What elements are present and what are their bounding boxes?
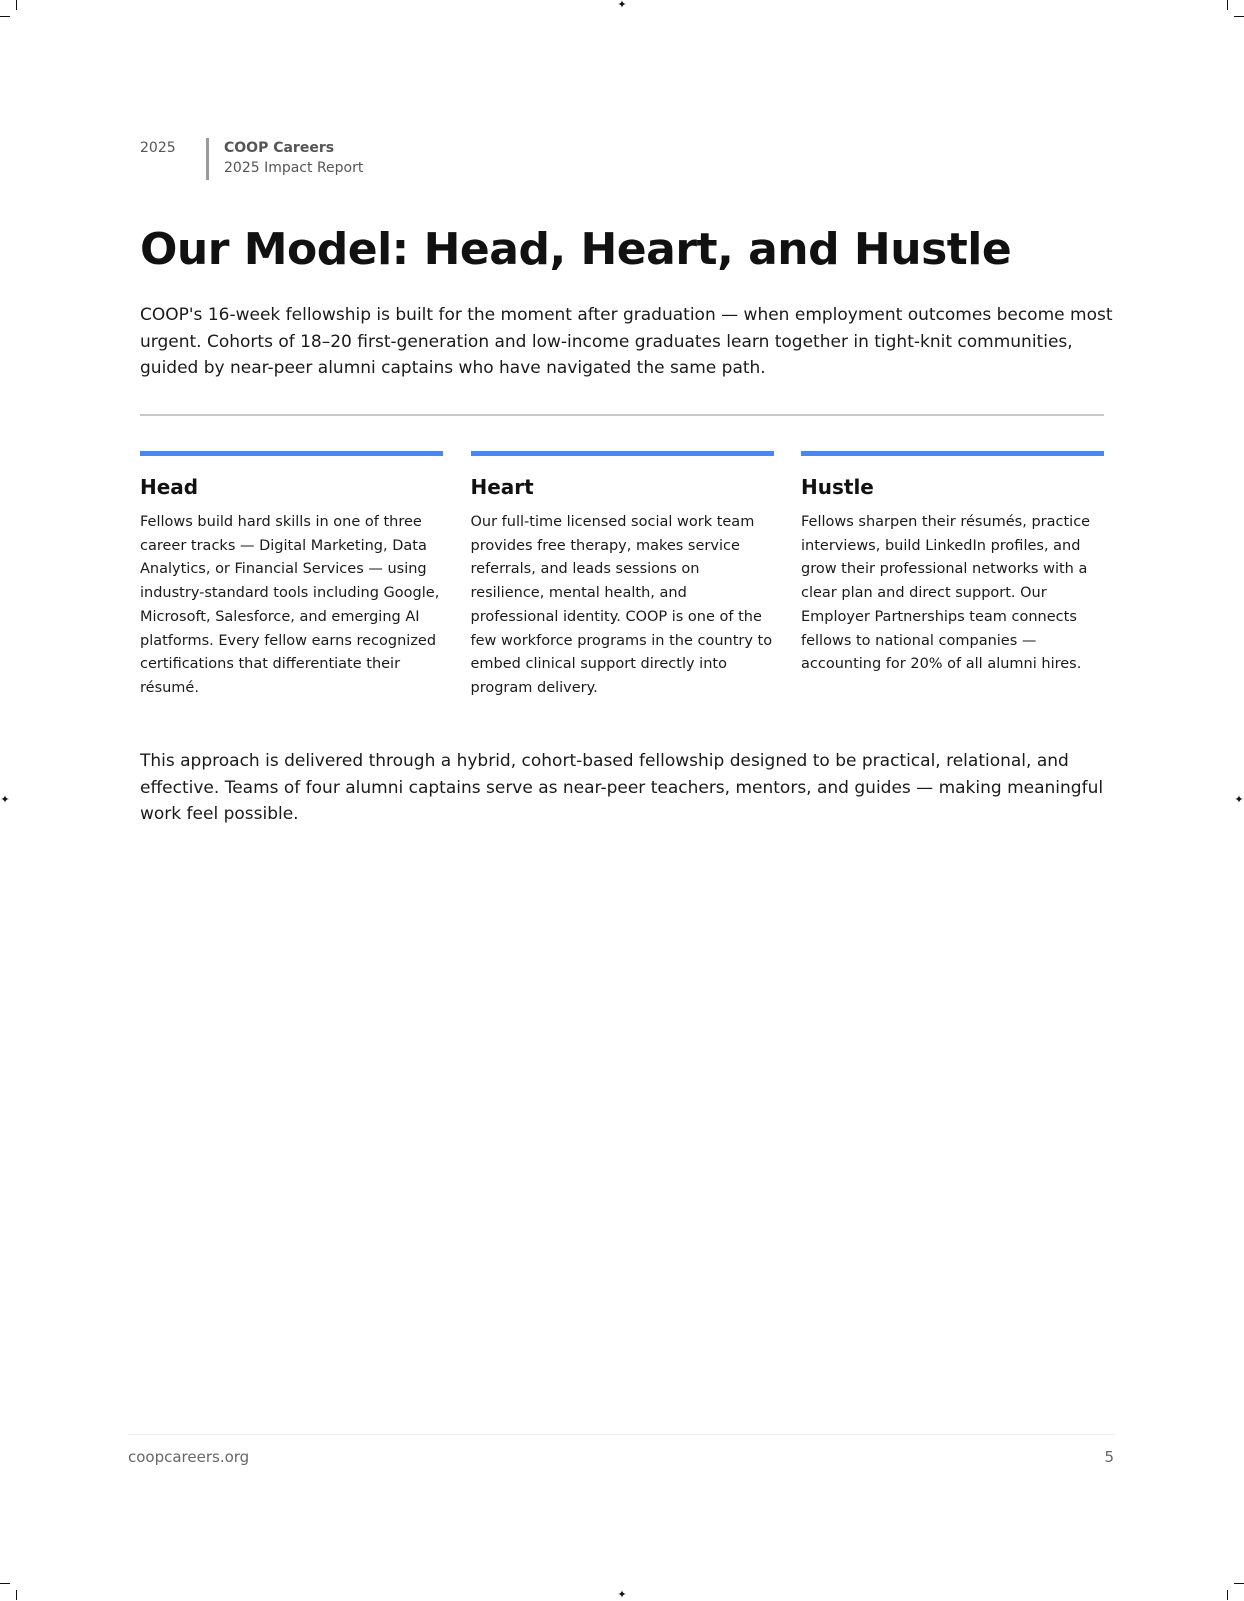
crop-mark bbox=[1234, 16, 1244, 17]
footer-url-link[interactable]: coopcareers.org bbox=[128, 1448, 250, 1466]
pillar-accent-bar bbox=[471, 451, 774, 456]
header-year: 2025 bbox=[140, 140, 176, 156]
header-divider bbox=[206, 138, 209, 180]
pillar-body: Fellows sharpen their résumés, practice interviews, build LinkedIn profiles, and grow their professional networks with a clear plan and direct support. Our Employer Partnerships team connects fellows to national companies — accounting for 20% of all alumni hires. bbox=[801, 514, 1091, 673]
header-meta bbox=[224, 138, 363, 178]
pillar-accent-bar bbox=[801, 451, 1104, 456]
section-divider bbox=[140, 414, 1104, 416]
registration-mark-icon: ✦ bbox=[617, 0, 627, 11]
crop-mark bbox=[1227, 1590, 1228, 1600]
pillar-body: Fellows build hard skills in one of three career tracks — Digital Marketing, Data Analytics, or Financial Services — using industry-standard tools including Google, Microsoft, Salesforce, and emerging AI platforms. Every fellow earns recognized certifications that differentiate their résumé. bbox=[140, 514, 440, 696]
crop-mark bbox=[1227, 0, 1228, 10]
crop-mark bbox=[1234, 1583, 1244, 1584]
crop-mark bbox=[16, 1590, 17, 1600]
header-org: COOP Careers bbox=[224, 140, 335, 156]
pillar-title: Head bbox=[140, 475, 199, 499]
pillar-accent-bar bbox=[140, 451, 443, 456]
registration-mark-icon: ✦ bbox=[617, 1588, 627, 1601]
registration-mark-icon: ✦ bbox=[1234, 793, 1244, 806]
footer-divider bbox=[128, 1434, 1115, 1435]
registration-mark-icon: ✦ bbox=[0, 793, 10, 806]
pillar-hustle bbox=[801, 451, 1104, 701]
pillar-heart bbox=[471, 451, 774, 701]
pillar-title: Hustle bbox=[801, 475, 874, 499]
header-report: 2025 Impact Report bbox=[224, 160, 364, 176]
crop-mark bbox=[0, 16, 10, 17]
pillar-head bbox=[140, 451, 443, 701]
crop-mark bbox=[16, 0, 17, 10]
page-title: Our Model: Head, Heart, and Hustle bbox=[140, 224, 1012, 275]
page-number: 5 bbox=[1104, 1448, 1114, 1466]
pillar-title: Heart bbox=[470, 475, 534, 499]
crop-mark bbox=[0, 1583, 10, 1584]
pillar-body: Our full-time licensed social work team provides free therapy, makes service referrals, and leads sessions on resilience, mental health, and professional identity. COOP is one of the few workforce programs in the country to embed clinical support directly into program delivery. bbox=[470, 514, 773, 696]
pillars-section bbox=[140, 451, 1104, 701]
report-header bbox=[140, 138, 363, 180]
closing-paragraph: This approach is delivered through a hybrid, cohort-based fellowship designed to be practical, relational, and effective. Teams of four alumni captains serve as near-peer teachers, mentors, and guides — making meaningful work feel possible. bbox=[140, 751, 1104, 824]
intro-paragraph: COOP's 16-week fellowship is built for the moment after graduation — when employment outcomes become most urgent. Cohorts of 18–20 first-generation and low-income graduates learn together in tight-knit communities, guided by near-peer alumni captains who have navigated the same path. bbox=[140, 305, 1113, 378]
